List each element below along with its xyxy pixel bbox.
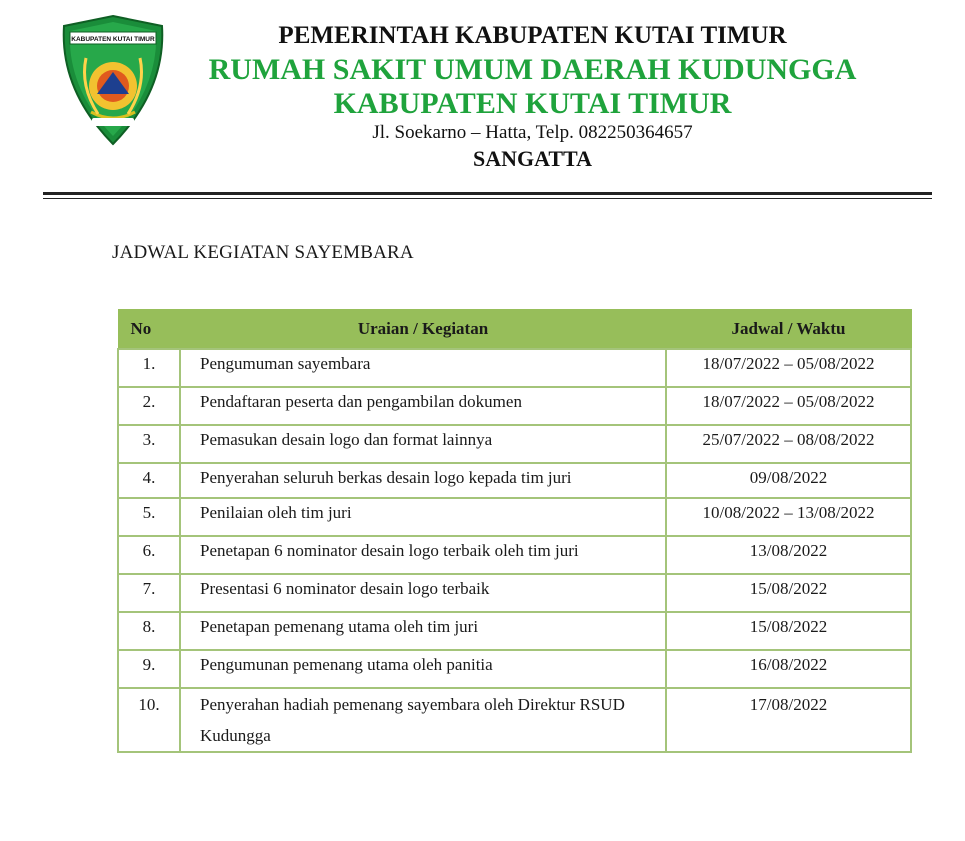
row-jadwal: 17/08/2022 (749, 695, 828, 714)
row-no: 4. (142, 468, 156, 487)
row-no: 2. (142, 392, 156, 411)
row-uraian: Pengumunan pemenang utama oleh panitia (200, 655, 493, 674)
header-no: No (118, 310, 180, 350)
city-name: SANGATTA (473, 146, 592, 171)
table-row (118, 463, 911, 498)
row-jadwal: 15/08/2022 (749, 579, 828, 598)
table-row (118, 650, 911, 688)
row-uraian: Pengumuman sayembara (200, 354, 371, 373)
row-no: 3. (142, 430, 156, 449)
row-jadwal: 16/08/2022 (749, 655, 828, 674)
row-uraian: Penyerahan hadiah pemenang sayembara oleh Direktur RSUD Kudungga (200, 695, 625, 745)
row-uraian: Pemasukan desain logo dan format lainnya (200, 430, 493, 449)
row-no: 10. (138, 695, 160, 714)
row-uraian: Penetapan 6 nominator desain logo terbaik oleh tim juri (200, 541, 579, 560)
table-row (118, 498, 911, 536)
table-row (118, 387, 911, 425)
header-jadwal: Jadwal / Waktu (666, 310, 911, 350)
row-jadwal: 09/08/2022 (749, 468, 828, 487)
table-header-row (118, 310, 911, 350)
table-row (118, 349, 911, 387)
svg-text:KABUPATEN KUTAI TIMUR: KABUPATEN KUTAI TIMUR (71, 36, 155, 43)
row-no: 9. (142, 655, 156, 674)
row-jadwal: 10/08/2022 – 13/08/2022 (702, 503, 875, 522)
header-divider-thick (43, 192, 932, 195)
header-divider-thin (43, 198, 932, 199)
row-jadwal: 18/07/2022 – 05/08/2022 (702, 354, 875, 373)
row-no: 8. (142, 617, 156, 636)
row-jadwal: 13/08/2022 (749, 541, 828, 560)
row-jadwal: 18/07/2022 – 05/08/2022 (702, 392, 875, 411)
row-no: 6. (142, 541, 156, 560)
kutai-timur-emblem-logo (58, 14, 168, 148)
row-uraian: Penetapan pemenang utama oleh tim juri (200, 617, 479, 636)
row-jadwal: 15/08/2022 (749, 617, 828, 636)
table-row (118, 688, 911, 752)
table-row (118, 574, 911, 612)
row-jadwal: 25/07/2022 – 08/08/2022 (702, 430, 875, 449)
header-uraian: Uraian / Kegiatan (180, 310, 666, 350)
row-no: 7. (142, 579, 156, 598)
table-row (118, 536, 911, 574)
row-no: 1. (142, 354, 156, 373)
government-name: PEMERINTAH KABUPATEN KUTAI TIMUR (278, 22, 787, 49)
row-uraian: Presentasi 6 nominator desain logo terbaik (200, 579, 490, 598)
row-uraian: Pendaftaran peserta dan pengambilan dokumen (200, 392, 522, 411)
regency-name: KABUPATEN KUTAI TIMUR (333, 87, 732, 120)
row-uraian: Penilaian oleh tim juri (200, 503, 352, 522)
schedule-table (117, 309, 912, 753)
row-uraian: Penyerahan seluruh berkas desain logo kepada tim juri (200, 468, 572, 487)
document-title: JADWAL KEGIATAN SAYEMBARA (112, 242, 414, 263)
address: Jl. Soekarno – Hatta, Telp. 082250364657 (372, 122, 693, 143)
table-row (118, 612, 911, 650)
row-no: 5. (142, 503, 156, 522)
hospital-name: RUMAH SAKIT UMUM DAERAH KUDUNGGA (208, 53, 857, 86)
table-row (118, 425, 911, 463)
